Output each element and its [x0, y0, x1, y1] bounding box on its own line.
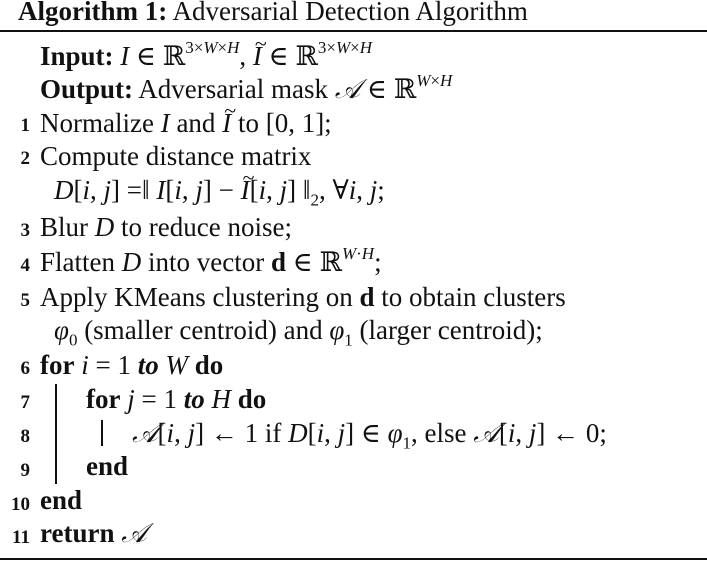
line-1: Normalize I and ~ I to [0, 1];: [40, 107, 332, 140]
line-number: 7: [20, 392, 30, 413]
line-number: 4: [20, 255, 30, 276]
line-number: 2: [20, 148, 30, 169]
line-number: 3: [20, 220, 30, 241]
line-5-cont: $\varphi_0$ (smaller centroid) and $\varphi_1$ (larger centroid);: [54, 315, 543, 350]
line-11: return 𝒜: [40, 518, 147, 549]
line-number: 11: [12, 527, 30, 548]
top-rule: [0, 30, 707, 32]
output-label: Output:: [40, 74, 134, 104]
line-2-formula: D[i, j] =‖ I[i, j] − ~ I[i, j] $‖_2$, ∀i, j;: [54, 174, 385, 207]
line-7: for j = 1 to H do: [86, 384, 267, 414]
algorithm-name: Adversarial Detection Algorithm: [172, 0, 528, 26]
block-bar-inner: [101, 420, 103, 446]
algorithm-title: [18, 0, 528, 28]
algorithm-label: Algorithm 1:: [18, 0, 168, 26]
line-5: Apply KMeans clustering on d to obtain clusters: [40, 282, 566, 312]
block-bar-outer: [55, 384, 57, 484]
line-10: end: [40, 485, 83, 515]
line-number: 10: [11, 494, 30, 515]
line-2: Compute distance matrix: [40, 141, 312, 171]
line-6: for i = 1 to W do: [40, 350, 224, 380]
output-line: Output: Adversarial mask 𝒜 ∈ ℝ$^{W\times H}$: [40, 71, 453, 105]
line-3: Blur D to reduce noise;: [40, 212, 292, 242]
line-8: 𝒜[i, j] ← 1 if D[i, j] ∈ $\varphi_1$, else 𝒜[i, j] ← 0;: [132, 418, 607, 453]
input-line: Input: I ∈ ℝ$^{3\times W\times H}$, ~ I ∈ ℝ$^{3\times W\times H}$: [40, 40, 372, 73]
output-text: Adversarial mask: [138, 74, 328, 104]
bottom-rule: [0, 558, 707, 560]
line-number: 9: [20, 460, 30, 481]
line-number: 5: [20, 290, 30, 311]
line-9: end: [86, 451, 129, 481]
line-4: Flatten D into vector d ∈ ℝ$^{W\cdot H}$;: [40, 244, 382, 278]
line-number: 8: [20, 426, 30, 447]
input-label: Input:: [40, 41, 114, 71]
line-number: 6: [20, 358, 30, 379]
line-number: 1: [20, 115, 30, 136]
